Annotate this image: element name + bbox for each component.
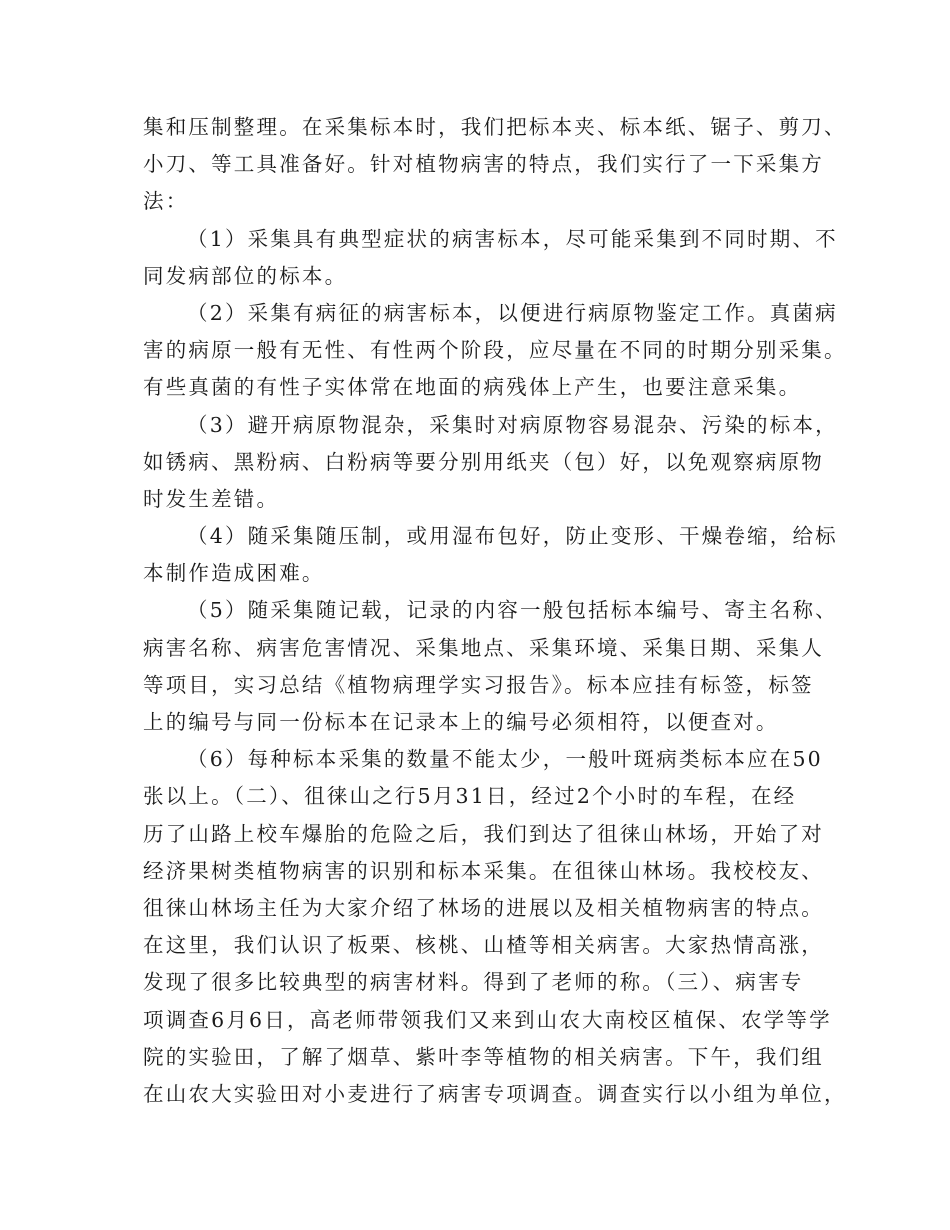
text-line: 张以上。（二）、徂徕山之行5月31日，经过2个小时的车程，在经 — [143, 784, 797, 809]
text-line: 如锈病、黑粉病、白粉病等要分别用纸夹（包）好，以免观察病原物 — [143, 449, 824, 474]
text-line: 上的编号与同一份标本在记录本上的编号必须相符，以便查对。 — [143, 710, 779, 734]
body-text — [143, 109, 847, 1113]
text-line: 在这里，我们认识了板栗、核桃、山楂等相关病害。大家热情高涨， — [143, 933, 824, 958]
text-line: 在山农大实验田对小麦进行了病害专项调查。调查实行以小组为单位， — [143, 1081, 847, 1106]
text-line: （2）采集有病征的病害标本，以便进行病原物鉴定工作。真菌病 — [187, 300, 838, 325]
text-line: （4）随采集随压制，或用湿布包好，防止变形、干燥卷缩，给标 — [187, 524, 838, 549]
text-line: 院的实验田，了解了烟草、紫叶李等植物的相关病害。下午，我们组 — [143, 1044, 824, 1069]
text-line: 法： — [143, 189, 189, 214]
text-line: 时发生差错。 — [143, 486, 280, 511]
text-line: （1）采集具有典型症状的病害标本，尽可能采集到不同时期、不 — [187, 226, 838, 251]
text-line: 发现了很多比较典型的病害材料。得到了老师的称。（三）、病害专 — [143, 970, 804, 995]
text-line: 等项目，实习总结《植物病理学实习报告》。标本应挂有标签，标签 — [143, 672, 814, 697]
text-line: 集和压制整理。在采集标本时，我们把标本夹、标本纸、锯子、剪刀、 — [143, 115, 847, 139]
text-line: 经济果树类植物病害的识别和标本采集。在徂徕山林场。我校校友、 — [143, 858, 824, 883]
text-line: 有些真菌的有性子实体常在地面的病残体上产生，也要注意采集。 — [143, 375, 802, 400]
text-line: （5）随采集随记载，记录的内容一般包括标本编号、寄主名称、 — [187, 598, 838, 623]
text-line: 项调查6月6日，高老师带领我们又来到山农大南校区植保、农学等学 — [143, 1007, 832, 1032]
text-line: 同发病部位的标本。 — [143, 263, 348, 288]
text-line: （3）避开病原物混杂，采集时对病原物容易混杂、污染的标本， — [187, 412, 838, 437]
text-line: （6）每种标本采集的数量不能太少，一般叶斑病类标本应在50 — [187, 747, 823, 772]
text-line: 病害名称、病害危害情况、采集地点、采集环境、采集日期、采集人 — [143, 635, 824, 660]
text-line: 徂徕山林场主任为大家介绍了林场的进展以及相关植物病害的特点。 — [143, 895, 824, 920]
text-line: 小刀、等工具准备好。针对植物病害的特点，我们实行了一下采集方 — [143, 152, 824, 177]
text-line: 害的病原一般有无性、有性两个阶段，应尽量在不同的时期分别采集。 — [143, 338, 847, 363]
text-line: 本制作造成困难。 — [143, 561, 325, 586]
text-line: 历了山路上校车爆胎的危险之后，我们到达了徂徕山林场，开始了对 — [143, 821, 824, 846]
